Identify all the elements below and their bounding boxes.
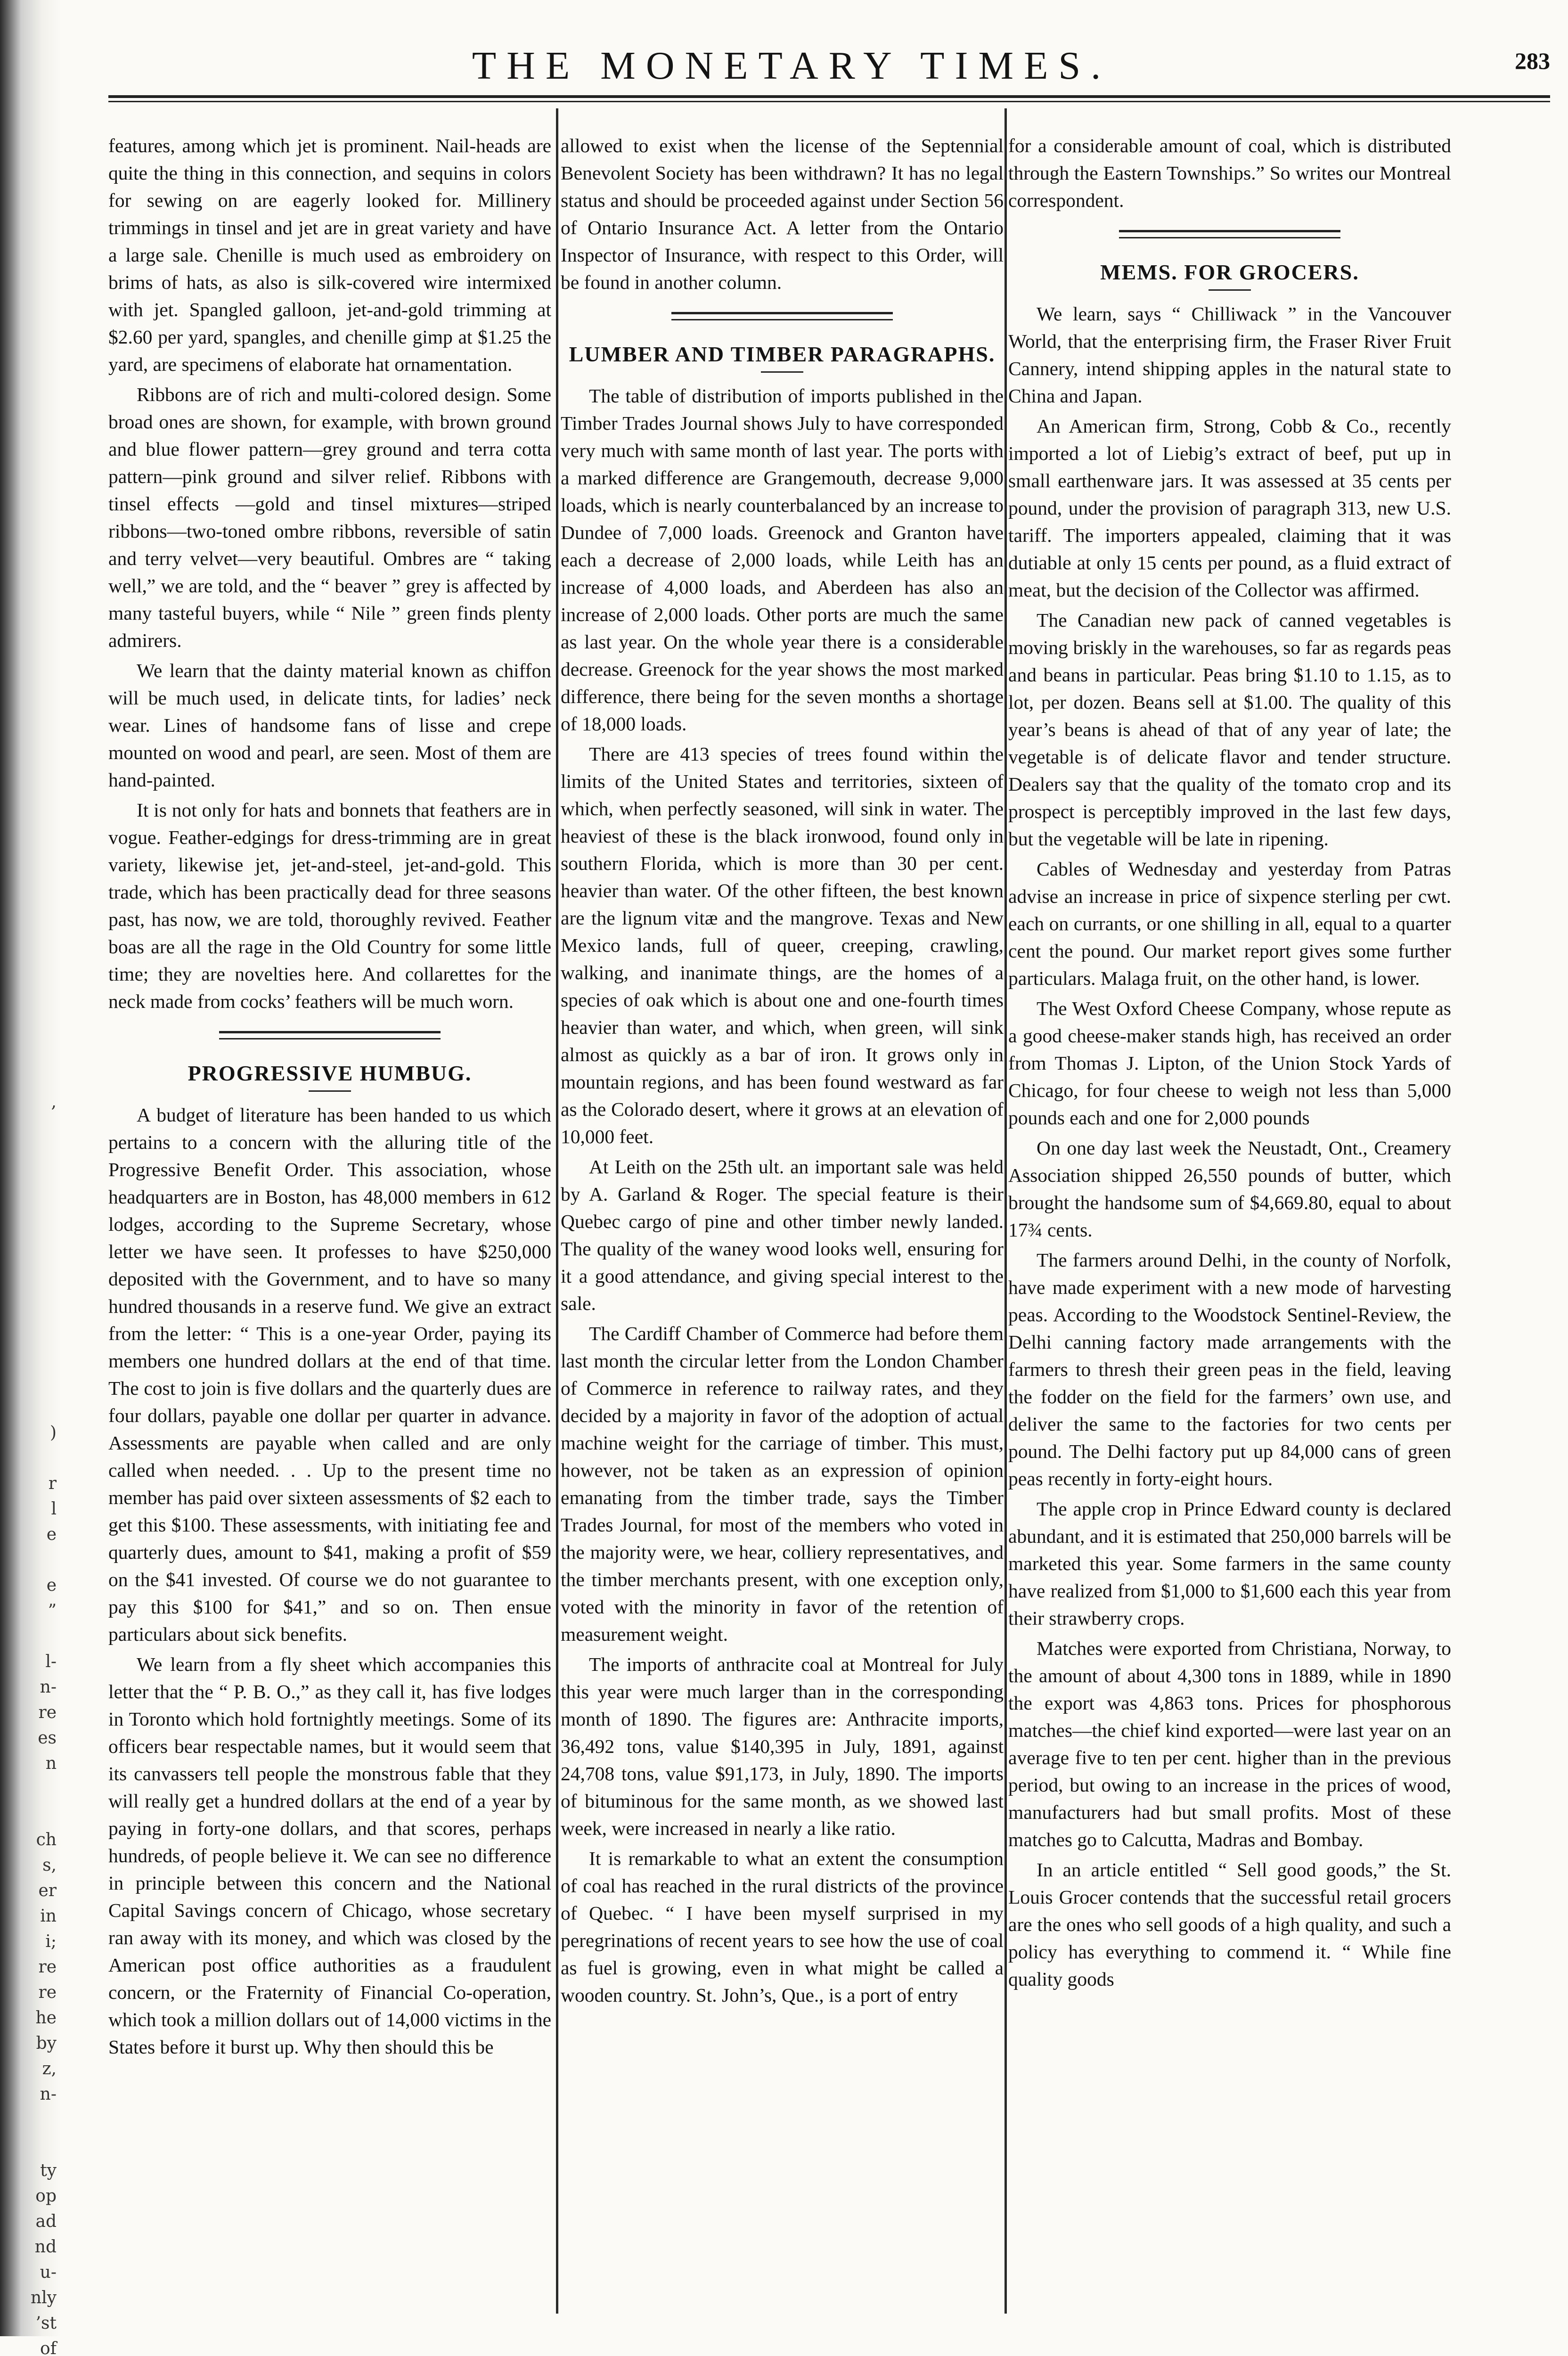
gutter-fragment: nd [34,2237,57,2257]
article-paragraph: An American firm, Strong, Cobb & Co., recently imported a lot of Liebig’s extract of beef, put up in small earthenware jars. It was assessed at 35 cents per pound, under the provision of paragraph 313, new U.S. tariff. The importers appealed, claiming that it was dutiable at only 15 cents per pound, as a fluid extract of meat, but the decision of the Collector was affirmed. [1008,415,1451,601]
gutter-fragment [5,759,57,784]
gutter-fragment: n [45,1754,57,1773]
gutter-fragment [5,2107,57,2133]
masthead-rule-thin [108,101,1550,102]
gutter-fragment [5,1140,57,1166]
gutter-fragment [5,962,57,988]
gutter-fragment: of [40,2339,57,2356]
gutter-fragment [5,1064,57,1089]
gutter-fragment [5,2133,57,2158]
gutter-fragment [5,860,57,886]
gutter-fragment: n- [40,1677,57,1697]
gutter-fragment [5,1242,57,1268]
article-paragraph: The West Oxford Cheese Company, whose repute as a good cheese-maker stands high, has received an order from Thomas J. Lipton, of the Union Stock Yards of Chicago, for four cheese to weigh not less than 5,000 pounds each and one for 2,000 pounds [1008,998,1451,1129]
page-number: 283 [1515,48,1550,74]
article-paragraph: The table of distribution of imports published in the Timber Trades Journal shows July to have corresponded very much with same month of last year. The ports with a marked difference are Grangemouth, decrease 9,000 loads, which is nearly counterbalanced by an increase to Dundee of 7,000 loads. Greenock and Granton have each a decrease of 2,000 loads, while Leith has an increase of 4,000 loads, and Aberdeen has also an increase of 2,000 loads. Other ports are much the same as last year. On the whole year there is a considerable decrease. Greenock for the year shows the most marked difference, there being for the seven months a shortage of 18,000 loads. [561,385,1004,735]
gutter-fragment [5,1268,57,1293]
article-paragraph: for a considerable amount of coal, which is distributed through the Eastern Townships.” So writes our Montreal correspondent. [1008,135,1451,211]
gutter-fragment [5,1166,57,1191]
gutter-fragment: op [35,2186,57,2206]
gutter-fragment [5,1369,57,1395]
article-paragraph: We learn, says “ Chilliwack ” in the Vancouver World, that the enterprising firm, the Fraser River Fruit Cannery, intend shipping apples in the natural state to China and Japan. [1008,303,1451,407]
article-paragraph: It is not only for hats and bonnets that feathers are in vogue. Feather-edgings for dress-trimming are in great variety, likewise jet, jet-and-steel, jet-and-gold. This trade, which has been practically dead for three seasons past, has now, we are told, thoroughly revived. Feather boas are all the rage in the Old Country for some little time; they are novelties here. And collarettes for the neck made from cocks’ feathers will be much worn. [108,799,551,1012]
column-2 [561,132,1004,2009]
gutter-fragment: ch [36,1830,57,1849]
gutter-fragment [5,402,57,428]
gutter-fragment [5,1344,57,1369]
gutter-fragment: l [51,1499,57,1519]
article-paragraph: On one day last week the Neustadt, Ont., Creamery Association shipped 26,550 pounds of butter, which brought the handsome sum of $4,669.80, equal to about 17¾ cents. [1008,1137,1451,1241]
article-paragraph: We learn that the dainty material known as chiffon will be much used, in delicate tints, for ladies’ neck wear. Lines of handsome fans of lisse and crepe mounted on wood and pearl, are seen. Most of them are hand-painted. [108,660,551,791]
article-paragraph: The Cardiff Chamber of Commerce had before them last month the circular letter from the London Chamber of Commerce in reference to railway rates, and they decided by a majority in favor of the adoption of actual machine weight for the carriage of timber. This must, however, not be taken as an expression of opinion emanating from the timber trade, says the Timber Trades Journal, for most of the members who voted in the majority were, we hear, colliery representatives, and the timber merchants present, with one exception only, voted with the minority in favor of the retention of measurement weight. [561,1323,1004,1645]
gutter-fragment: in [40,1906,57,1926]
article-paragraph: It is remarkable to what an extent the consumption of coal has reached in the rural districts of the province of Quebec. “ I have been myself surprised in my peregrinations of recent years to see how the use of coal as fuel is growing, even in what might be called a wooden country. St. John’s, Que., is a port of entry [561,1848,1004,2006]
section-divider [671,312,893,320]
section-heading: MEMS. FOR GROCERS. [1100,260,1359,284]
gutter-fragment [5,733,57,759]
gutter-fragment: l- [45,1652,57,1671]
column-3 [1008,132,1451,1993]
article-paragraph: The farmers around Delhi, in the county of Norfolk, have made experiment with a new mode of harvesting peas. According to the Woodstock Sentinel-Review, the Delhi canning factory made arrangements with the farmers to thresh their green peas in the field, leaving the fodder on the field for the farmers’ own use, and deliver the same to the factories for two cents per pound. The Delhi factory put up 84,000 cans of green peas recently in forty-eight hours. [1008,1249,1451,1489]
gutter-fragment [5,173,57,199]
gutter-fragment: z, [42,2059,57,2078]
gutter-fragment [5,428,57,453]
gutter-fragment: re [38,1983,57,2002]
gutter-fragment [5,1217,57,1242]
gutter-fragment [5,1446,57,1471]
article-paragraph: The apple crop in Prince Edward county is declared abundant, and it is estimated that 250,000 barrels will be marketed this year. Some farmers in the same county have realized from $1,000 to $1,600 each this year from their strawberry crops. [1008,1498,1451,1629]
section-divider [1119,230,1340,238]
article-paragraph: A budget of literature has been handed to us which pertains to a concern with the alluring title of the Progressive Benefit Order. This association, whose headquarters are in Boston, has 48,000 members in 612 lodges, according to the Supreme Secretary, whose letter we have seen. It professes to have $250,000 deposited with the Government, and to have so many hundred thousands in a reserve fund. We give an extract from the letter: “ This is a one-year Order, paying its members one hundred dollars at the end of that time. The cost to join is five dollars and the quarterly dues are four dollars, payable one dollar per quarter in advance. Assessments are payable when called and are only called when needed. . . Up to the present time no member has paid over sixteen assessments of $2 each to get this $100. These assessments, with initiating fee and quarterly dues, amount to $41, making a profit of $59 on the $41 invested. Of course we do not guarantee to pay this $100 for $41,” and so on. Then ensue particulars about sick benefits. [108,1104,551,1645]
gutter-fragment [5,911,57,937]
gutter-fragment [5,301,57,326]
newspaper-title: THE MONETARY TIMES. [472,44,1111,88]
gutter-fragment [5,148,57,173]
gutter-fragment [5,631,57,657]
gutter-fragment: er [38,1881,57,1900]
gutter-fragment: re [38,1703,57,1722]
gutter-fragment: e [46,1576,57,1595]
article-paragraph: The imports of anthracite coal at Montreal for July this year were much larger than in the corresponding month of 1890. The figures are: Anthracite imports, 36,492 tons, value $140,395 in July, 1891, against 24,708 tons, value $91,173, in July, 1890. The imports of bituminous for the same month, as we showed last week, were increased in nearly a like ratio. [561,1653,1004,1839]
gutter-fragment [5,453,57,479]
section-heading: LUMBER AND TIMBER PARAGRAPHS. [569,342,996,366]
gutter-fragment [5,555,57,581]
gutter-fragment: by [36,2034,57,2053]
article-paragraph: allowed to exist when the license of the Septennial Benevolent Society has been withdrawn? It has no legal status and should be proceeded against under Section 56 of Ontario Insurance Act. A letter from the Ontario Inspector of Insurance, with respect to this Order, will be found in another column. [561,135,1004,293]
gutter-fragment: u- [40,2263,57,2282]
gutter-fragment [5,123,57,148]
article-paragraph: In an article entitled “ Sell good goods,” the St. Louis Grocer contends that the successful retail grocers are the ones who sell goods of a high quality, and such a policy has everything to commend it. “ While fine quality goods [1008,1859,1451,1990]
gutter-fragment [5,581,57,606]
gutter-fragment [5,1547,57,1573]
gutter-fragment [5,1013,57,1039]
gutter-fragment [5,377,57,402]
gutter-fragment [5,199,57,224]
gutter-fragment [5,504,57,530]
gutter-fragment [5,530,57,555]
gutter-fragment [5,352,57,377]
gutter-fragment [5,988,57,1013]
gutter-fragment: , [51,1092,57,1112]
gutter-fragment [5,810,57,835]
gutter-fragment [5,1318,57,1344]
column-divider-1 [556,108,558,2314]
gutter-fragment [5,479,57,504]
gutter-fragment: n- [40,2085,57,2104]
gutter-fragment [5,224,57,250]
gutter-fragment [5,606,57,631]
gutter-fragment [5,657,57,682]
gutter-fragment: ad [35,2212,57,2231]
gutter-fragment [5,1115,57,1140]
article-paragraph: features, among which jet is prominent. Nail-heads are quite the thing in this connection, and sequins in colors for sewing on are eagerly looked for. Millinery trimmings in tinsel and jet are in great variety and have a large sale. Chenille is much used as embroidery on brims of hats, as also is silk-covered wire intermixed with jet. Spangled galloon, jet-and-gold trimming at $2.60 per yard, spangles, and chenille gimp at $1.25 the yard, are specimens of elaborate hat ornamentation. [108,135,551,375]
gutter-fragment [5,1776,57,1802]
gutter-fragment: re [38,1957,57,1977]
column-1 [108,132,551,2061]
gutter-fragment: ) [49,1423,57,1442]
gutter-fragment [5,708,57,733]
article-paragraph: The Canadian new pack of canned vegetables is moving briskly in the warehouses, so far as regards peas and beans in particular. Peas bring $1.10 to 1.15, as to lot, per dozen. Beans sell at $1.00. The quality of this year’s beans is ahead of that of any year of late; the vegetable is of delicate flavor and tender structure. Dealers say that the quality of the tomato crop and its prospect is perceptibly improved in the last few days, but the vegetable will be late in ripening. [1008,609,1451,850]
section-heading: PROGRESSIVE HUMBUG. [188,1061,472,1085]
binding-gutter [0,0,61,2356]
article-paragraph: At Leith on the 25th ult. an important sale was held by A. Garland & Roger. The special feature is their Quebec cargo of pine and other timber newly landed. The quality of the waney wood looks well, ensuring for it a good attendance, and giving special interest to the sale. [561,1156,1004,1314]
gutter-fragment [5,1191,57,1217]
gutter-fragment: ’st [35,2314,57,2333]
gutter-fragment [5,886,57,911]
gutter-fragment [5,1293,57,1318]
gutter-fragment [5,835,57,860]
article-paragraph: There are 413 species of trees found within the limits of the United States and territories, sixteen of which, when perfectly seasoned, will sink in water. The heaviest of these is the black ironwood, found only in southern Florida, which is more than 30 per cent. heavier than water. Of the other fifteen, the best known are the lignum vitæ and the mangrove. Texas and New Mexico lands, full of queer, creeping, crawling, walking, and inanimate things, are the homes of a species of oak which is about one and one-fourth times heavier than water, and which, when green, will sink almost as quickly as a bar of iron. It grows only in mountain regions, and has been found westward as far as the Colorado desert, where it grows at an elevation of 10,000 feet. [561,743,1004,1147]
column-divider-2 [1004,108,1007,2314]
gutter-fragment [5,784,57,810]
gutter-fragment: i; [45,1932,57,1951]
article-paragraph: Ribbons are of rich and multi-colored design. Some broad ones are shown, for example, with brown ground and blue flower pattern—grey ground and terra cotta pattern—pink ground and silver relief. Ribbons with tinsel effects —gold and tinsel mixtures—striped ribbons—two-toned ombre ribbons, reversible of satin and terry velvet—very beautiful. Ombres are “ taking well,” we are told, and the “ beaver ” grey is affected by many tasteful buyers, while “ Nile ” green finds plenty admirers. [108,384,551,651]
gutter-fragment: he [35,2008,57,2028]
masthead-rule-thick [108,95,1550,98]
gutter-fragment: ty [40,2161,57,2180]
gutter-fragment [5,1395,57,1420]
gutter-fragment [5,326,57,352]
gutter-fragment: r [48,1474,57,1493]
gutter-fragment [5,1802,57,1827]
gutter-fragment [5,937,57,962]
gutter-fragment: es [38,1728,57,1748]
masthead [108,42,1550,90]
gutter-fragment [5,1624,57,1649]
gutter-fragment [5,1039,57,1064]
gutter-fragment [5,275,57,301]
adjacent-page-fragments [5,123,57,2356]
section-divider [219,1031,441,1039]
gutter-fragment [5,682,57,708]
heading-underline [309,1090,351,1092]
article-paragraph: Matches were exported from Christiana, Norway, to the amount of about 4,300 tons in 1889, while in 1890 the export was 4,863 tons. Prices for phosphorous matches—the chief kind exported—were last year on an average five to ten per cent. higher than in the previous period, but owing to an increase in the prices of wood, manufacturers had but small profits. Most of these matches go to Calcutta, Madras and Bombay. [1008,1637,1451,1850]
gutter-fragment: s, [42,1856,57,1875]
article-paragraph: We learn from a fly sheet which accompanies this letter that the “ P. B. O.,” as they call it, has five lodges in Toronto which hold fortnightly meetings. Some of its officers bear respectable names, but it would seem that its canvassers tell people the monstrous fable that they will really get a hundred dollars at the end of a year by paying in forty-one dollars, and that scores, perhaps hundreds, of people believe it. We can see no difference in principle between this concern and the National Capital Savings concern of Chicago, whose secretary ran away with its money, and which was closed by the American post office authorities as a fraudulent concern, or the Fraternity of Financial Co-operation, which took a million dollars out of 14,000 victims in the States before it burst up. Why then should this be [108,1653,551,2058]
gutter-fragment: ” [48,1601,57,1620]
gutter-fragment: e [46,1525,57,1544]
article-paragraph: Cables of Wednesday and yesterday from Patras advise an increase in price of sixpence sterling per cwt. each on currants, or one shilling in all, equal to a quarter cent the pound. Our market report gives some further particulars. Malaga fruit, on the other hand, is lower. [1008,858,1451,989]
heading-underline [1209,289,1251,291]
heading-underline [761,371,803,373]
gutter-fragment: nly [30,2288,57,2307]
gutter-fragment [5,250,57,275]
